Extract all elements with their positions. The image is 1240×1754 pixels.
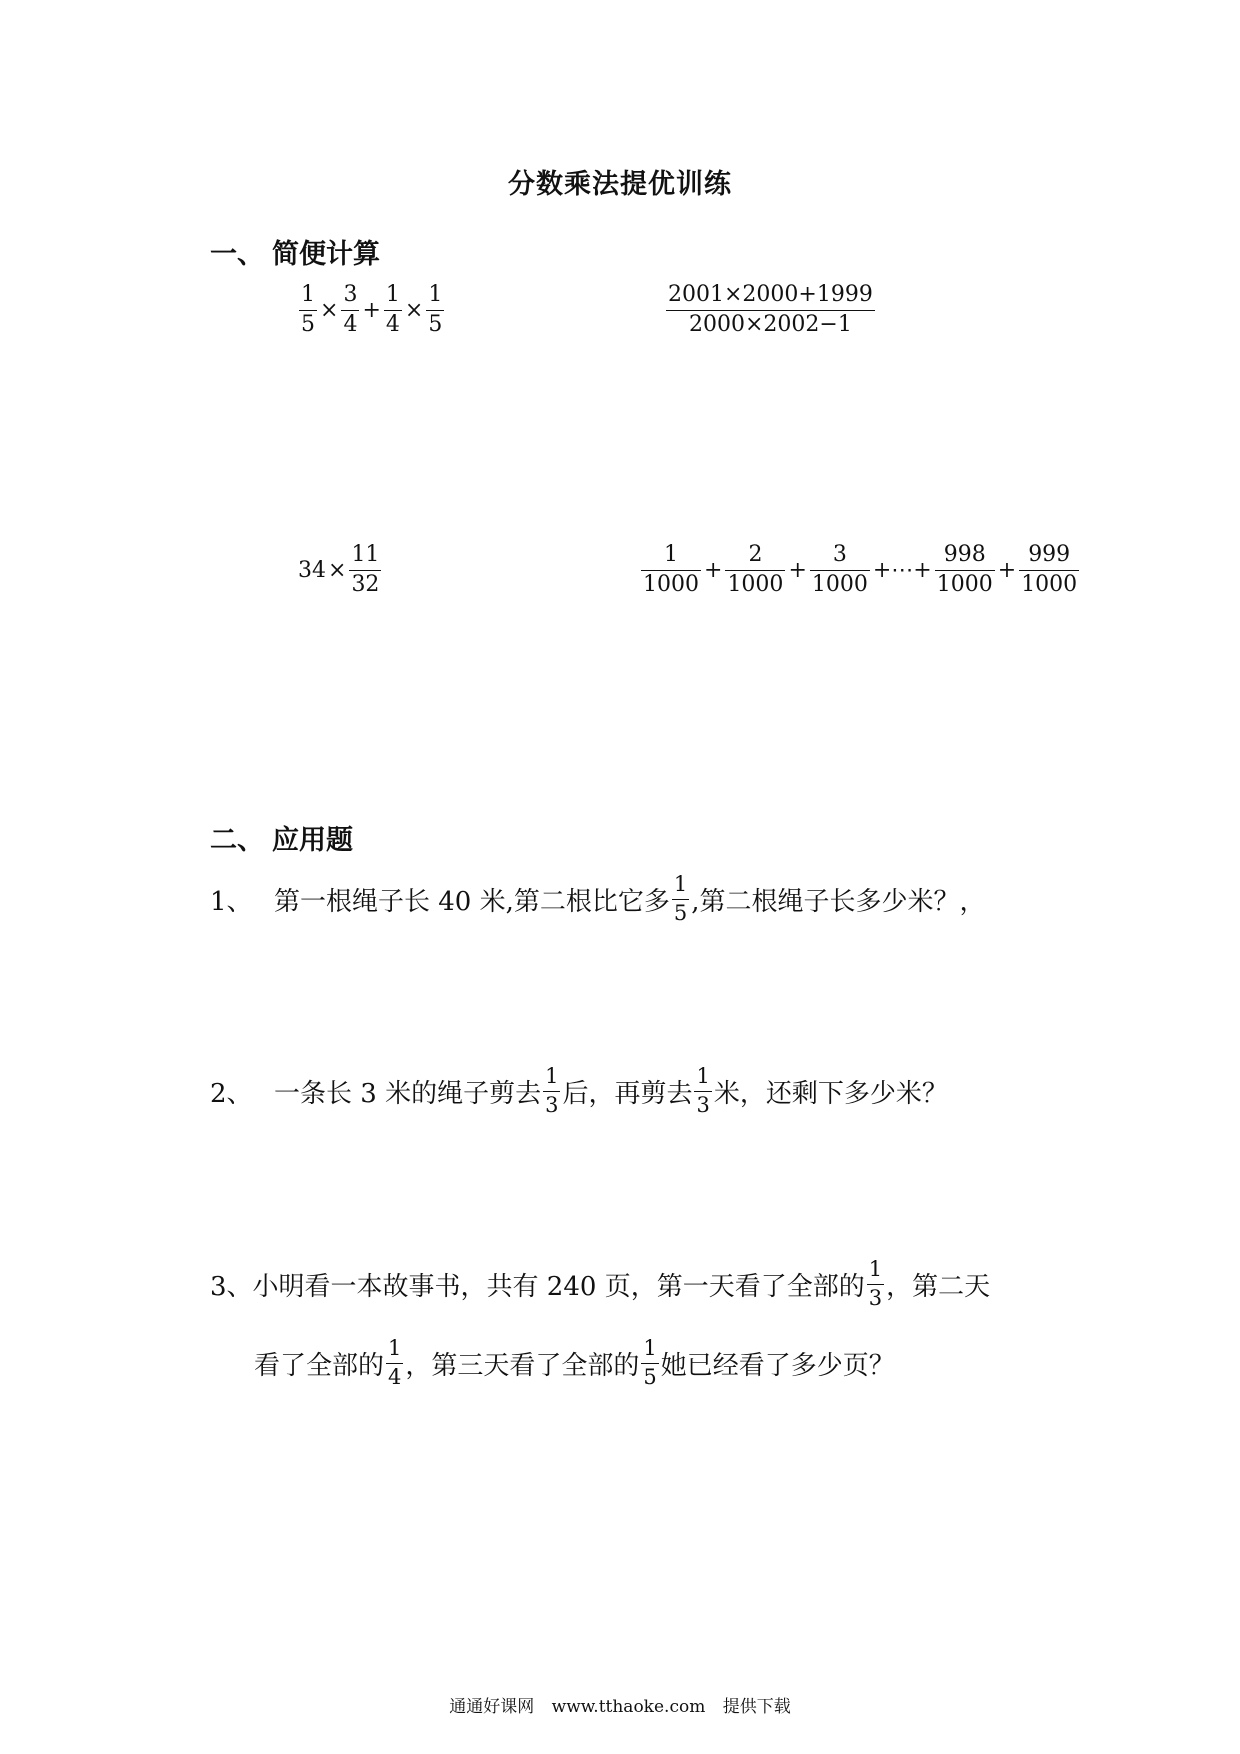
question-text: 一条长 3 米的绳子剪去: [274, 1078, 542, 1109]
expression-2: [665, 283, 876, 337]
operator: ×: [328, 557, 347, 583]
question-text: ,第二根绳子长多少米？，: [691, 886, 986, 917]
operator: ×: [320, 297, 339, 323]
section-title: 简便计算: [272, 239, 380, 270]
operator: +: [788, 557, 807, 583]
question-text: 后，再剪去: [562, 1078, 693, 1109]
question-text: 第一根绳子长 40 米,第二根比它多: [274, 886, 670, 917]
question-number: 1、: [210, 886, 253, 917]
page-title: 分数乘法提优训练: [508, 169, 732, 200]
operator: ×: [404, 297, 424, 323]
section-heading-2: [210, 818, 353, 857]
fraction: $\frac{1}{5}$: [301, 282, 315, 337]
question-text: 小明看一本故事书，共有 240 页，第一天看了全部的: [252, 1271, 865, 1302]
operator: +: [362, 297, 381, 323]
question-3-continued: [254, 1337, 895, 1389]
fraction: $\frac{1}{3}$: [545, 1064, 559, 1117]
section-number: 二、: [210, 825, 264, 856]
question-1: [210, 873, 986, 925]
operator: +: [704, 557, 723, 583]
fraction: $\frac{2001\times 2000+1999}{2000\times 2002-1}$: [668, 282, 873, 337]
page-footer: [0, 1692, 1240, 1717]
expression-4: [640, 543, 1080, 597]
question-number: 3、: [210, 1271, 253, 1302]
question-text: 看了全部的: [254, 1350, 385, 1381]
whole-number: 34: [298, 557, 326, 583]
fraction: $\frac{3}{1000}$: [811, 542, 868, 597]
footer-site-name: 通通好课网: [449, 1697, 535, 1717]
question-2: [210, 1065, 948, 1117]
fraction: $\frac{1}{3}$: [696, 1064, 710, 1117]
section-title: 应用题: [272, 825, 353, 856]
expression-1: [298, 283, 445, 337]
footer-note: 提供下载: [722, 1697, 791, 1717]
fraction: $\frac{11}{32}$: [351, 542, 380, 597]
question-text: ，第二天: [886, 1271, 991, 1302]
question-3: [210, 1258, 990, 1310]
fraction: $\frac{1}{4}$: [385, 282, 400, 337]
question-text: 她已经看了多少页？: [660, 1350, 895, 1381]
fraction: $\frac{1}{5}$: [428, 282, 443, 337]
expression-3: [298, 543, 382, 597]
fraction: $\frac{1}{5}$: [643, 1336, 657, 1389]
fraction: $\frac{1}{1000}$: [643, 542, 699, 597]
question-text: ，第三天看了全部的: [405, 1350, 640, 1381]
operator: +: [997, 557, 1017, 583]
fraction: $\frac{3}{4}$: [343, 282, 358, 337]
question-number: 2、: [210, 1078, 253, 1109]
section-number: 一、: [210, 239, 264, 270]
fraction: $\frac{1}{5}$: [673, 872, 688, 925]
fraction: $\frac{1}{4}$: [388, 1336, 402, 1389]
fraction: $\frac{999}{1000}$: [1021, 542, 1078, 597]
question-text: 米，还剩下多少米？: [713, 1078, 948, 1109]
operator: +⋯+: [872, 557, 932, 583]
fraction: $\frac{1}{3}$: [868, 1257, 883, 1310]
fraction: $\frac{2}{1000}$: [727, 542, 784, 597]
footer-url[interactable]: www.tthaoke.com: [551, 1697, 706, 1717]
fraction: $\frac{998}{1000}$: [936, 542, 993, 597]
section-heading-1: [210, 232, 380, 271]
